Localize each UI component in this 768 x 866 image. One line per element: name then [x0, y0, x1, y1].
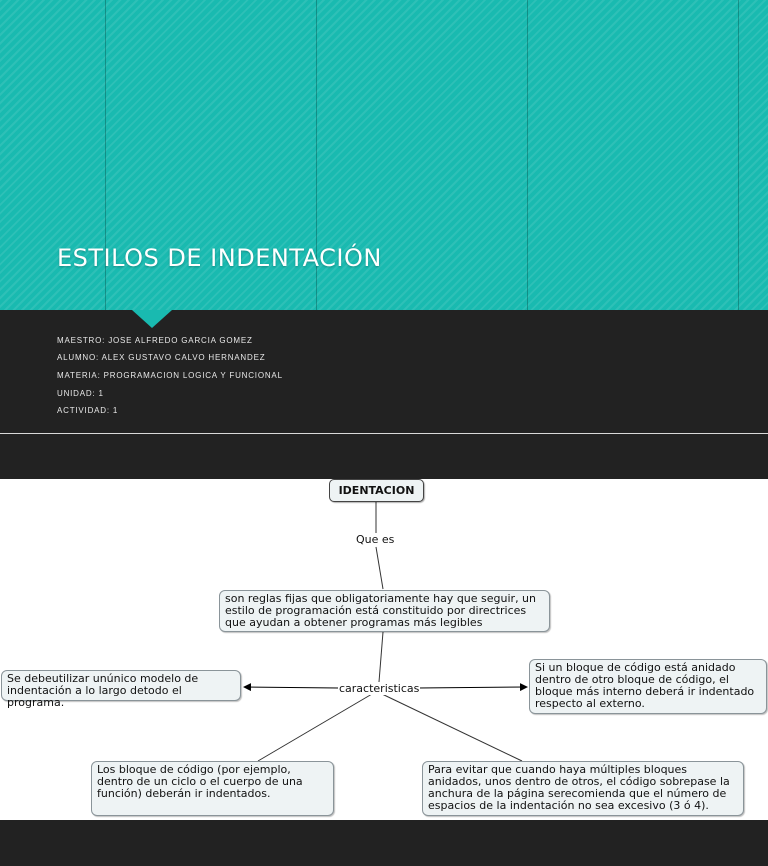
banner-divider: [738, 0, 739, 310]
bottom-right-node: Para evitar que cuando haya múltiples bloques anidados, unos dentro de otros, el código sobrepase la anchura de la página serecomienda que el número de espacios de la indentación no sea excesivo (3 ó 4).: [422, 761, 744, 816]
root-node: IDENTACION: [329, 479, 424, 502]
left-node: Se debeutilizar unúnico modelo de indentación a lo largo detodo el programa.: [1, 670, 241, 701]
bottom-dark-bar: [0, 820, 768, 866]
concept-map-slide: [0, 479, 768, 820]
activity-text: ACTIVIDAD: 1: [57, 406, 119, 415]
definition-node: son reglas fijas que obligatoriamente hay que seguir, un estilo de programación está constituido por directrices que ayudan a obtener programas más legibles: [219, 590, 550, 632]
dark-gap: [0, 434, 768, 479]
link-label-que-es: Que es: [356, 533, 395, 546]
banner-divider: [527, 0, 528, 310]
subject-text: MATERIA: PROGRAMACION LOGICA Y FUNCIONAL: [57, 371, 283, 380]
link-label-caracteristicas: caracteristicas: [339, 682, 420, 695]
arrow-left: [244, 687, 338, 688]
unit-text: UNIDAD: 1: [57, 389, 104, 398]
connector-line: [376, 547, 383, 589]
teacher-text: MAESTRO: JOSE ALFREDO GARCIA GOMEZ: [57, 336, 253, 345]
bottom-left-node: Los bloque de código (por ejemplo, dentro de un ciclo o el cuerpo de una función) deberán ir indentados.: [91, 761, 334, 816]
arrow-right: [418, 687, 527, 688]
slide-title: ESTILOS DE INDENTACIÓN: [57, 244, 382, 272]
banner-notch: [132, 310, 172, 328]
right-node: Si un bloque de código está anidado dentro de otro bloque de código, el bloque más interno deberá ir indentado respecto al externo.: [529, 659, 767, 714]
connector-line: [382, 694, 522, 761]
student-text: ALUMNO: ALEX GUSTAVO CALVO HERNANDEZ: [57, 353, 266, 362]
connector-line: [379, 632, 383, 682]
connector-line: [258, 694, 372, 761]
